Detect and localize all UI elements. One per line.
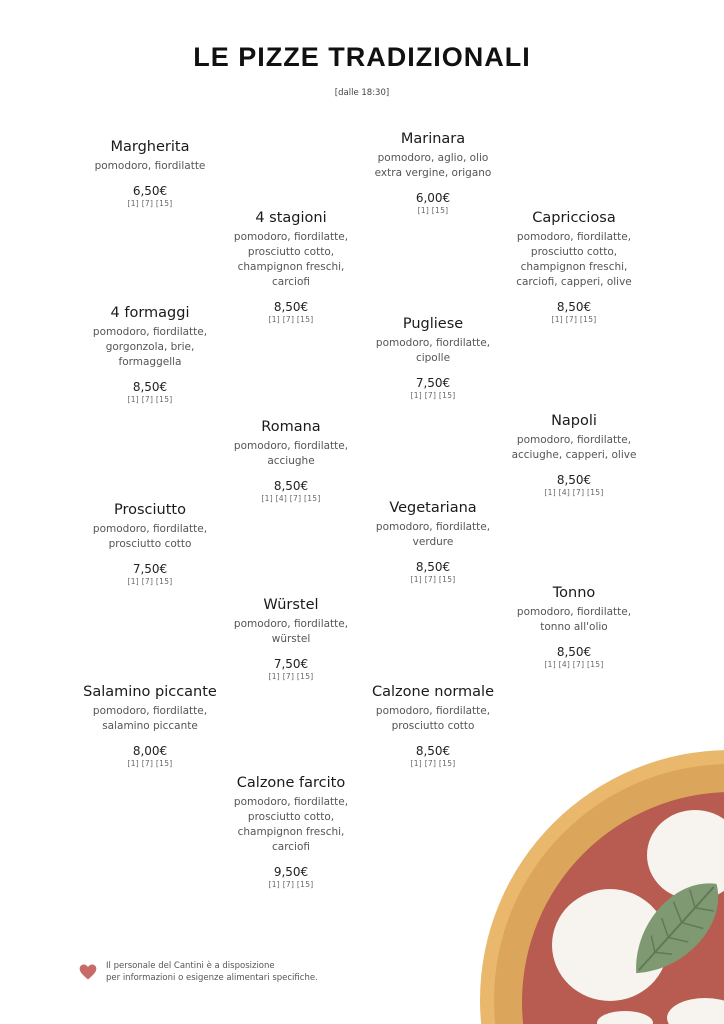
allergen-codes: [1] [4] [7] [15] <box>544 488 604 497</box>
pizza-illustration <box>470 740 724 1024</box>
pizza-ingredients: pomodoro, fiordilatte, prosciutto cotto, champignon freschi, carciofi, capperi, olive <box>516 231 632 288</box>
allergen-codes: [1] [7] [15] <box>268 672 314 681</box>
pizza-price: 8,50€ <box>556 300 592 314</box>
allergen-codes: [1] [7] [15] <box>127 395 173 404</box>
menu-item-tonno <box>484 584 664 670</box>
pizza-ingredients: pomodoro, fiordilatte, würstel <box>233 618 349 645</box>
pizza-ingredients: pomodoro, fiordilatte, salamino piccante <box>92 705 208 732</box>
menu-item-salamino-piccante <box>60 683 240 769</box>
pizza-name: Napoli <box>551 413 597 429</box>
pizza-name: Margherita <box>110 139 190 155</box>
pizza-name: Calzone farcito <box>236 775 346 791</box>
allergen-codes: [1] [7] [15] <box>268 880 314 889</box>
menu-item-prosciutto <box>60 501 240 587</box>
pizza-ingredients: pomodoro, fiordilatte, prosciutto cotto <box>375 705 491 732</box>
pizza-ingredients: pomodoro, fiordilatte, tonno all'olio <box>516 606 632 633</box>
pizza-ingredients: pomodoro, fiordilatte, acciughe, capperi, olive <box>511 434 637 461</box>
allergen-codes: [1] [7] [15] <box>410 759 456 768</box>
allergen-codes: [1] [7] [15] <box>410 575 456 584</box>
pizza-name: Vegetariana <box>389 500 477 516</box>
pizza-price: 8,50€ <box>556 645 592 659</box>
pizza-price: 6,00€ <box>415 191 451 205</box>
pizza-ingredients: pomodoro, fiordilatte, prosciutto cotto, champignon freschi, carciofi <box>233 796 349 853</box>
pizza-price: 6,50€ <box>132 184 168 198</box>
pizza-name: Würstel <box>263 597 319 613</box>
pizza-price: 7,50€ <box>415 376 451 390</box>
menu-item-calzone-farcito <box>201 774 381 890</box>
allergen-codes: [1] [4] [7] [15] <box>544 660 604 669</box>
staff-note <box>106 960 318 984</box>
pizza-price: 7,50€ <box>273 657 309 671</box>
allergen-codes: [1] [4] [7] [15] <box>261 494 321 503</box>
pizza-ingredients: pomodoro, fiordilatte <box>94 160 206 172</box>
staff-note-line-1: Il personale del Cantini è a disposizione <box>106 961 275 971</box>
pizza-price: 8,50€ <box>556 473 592 487</box>
pizza-price: 8,50€ <box>273 300 309 314</box>
pizza-price: 8,50€ <box>273 479 309 493</box>
allergen-codes: [1] [7] [15] <box>127 759 173 768</box>
pizza-price: 8,00€ <box>132 744 168 758</box>
menu-item-vegetariana <box>343 499 523 585</box>
menu-item-pugliese <box>343 315 523 401</box>
pizza-name: Romana <box>261 419 321 435</box>
pizza-name: Prosciutto <box>114 502 186 518</box>
pizza-ingredients: pomodoro, fiordilatte, cipolle <box>375 337 491 364</box>
menu-item-romana <box>201 418 381 504</box>
menu-item-wurstel <box>201 596 381 682</box>
pizza-name: 4 stagioni <box>255 210 327 226</box>
pizza-ingredients: pomodoro, fiordilatte, prosciutto cotto <box>92 523 208 550</box>
pizza-name: Tonno <box>552 585 596 601</box>
heart-icon <box>78 962 98 982</box>
allergen-codes: [1] [15] <box>417 206 449 215</box>
pizza-name: 4 formaggi <box>110 305 190 321</box>
menu-item-capricciosa <box>484 209 664 325</box>
allergen-codes: [1] [7] [15] <box>551 315 597 324</box>
pizza-ingredients: pomodoro, fiordilatte, acciughe <box>233 440 349 467</box>
allergen-codes: [1] [7] [15] <box>410 391 456 400</box>
pizza-name: Calzone normale <box>372 684 494 700</box>
pizza-name: Marinara <box>400 131 466 147</box>
pizza-price: 8,50€ <box>415 744 451 758</box>
pizza-ingredients: pomodoro, fiordilatte, verdure <box>375 521 491 548</box>
staff-note-line-2: per informazioni o esigenze alimentari specifiche. <box>106 973 318 983</box>
pizza-name: Pugliese <box>402 316 464 332</box>
pizza-price: 8,50€ <box>415 560 451 574</box>
pizza-ingredients: pomodoro, aglio, olio extra vergine, origano <box>374 152 492 179</box>
pizza-price: 7,50€ <box>132 562 168 576</box>
pizza-name: Salamino piccante <box>83 684 217 700</box>
allergen-codes: [1] [7] [15] <box>268 315 314 324</box>
service-hours: [dalle 18:30] <box>334 88 390 98</box>
footer-note <box>78 960 318 984</box>
pizza-ingredients: pomodoro, fiordilatte, prosciutto cotto, champignon freschi, carciofi <box>233 231 349 288</box>
pizza-price: 8,50€ <box>132 380 168 394</box>
allergen-codes: [1] [7] [15] <box>127 199 173 208</box>
page-title: LE PIZZE TRADIZIONALI <box>193 42 531 72</box>
pizza-ingredients: pomodoro, fiordilatte, gorgonzola, brie, formaggella <box>92 326 208 368</box>
menu-item-margherita <box>60 138 240 209</box>
pizza-price: 9,50€ <box>273 865 309 879</box>
allergen-codes: [1] [7] [15] <box>127 577 173 586</box>
menu-item-4-formaggi <box>60 304 240 405</box>
menu-item-marinara <box>343 130 523 216</box>
menu-item-napoli <box>484 412 664 498</box>
pizza-name: Capricciosa <box>532 210 616 226</box>
